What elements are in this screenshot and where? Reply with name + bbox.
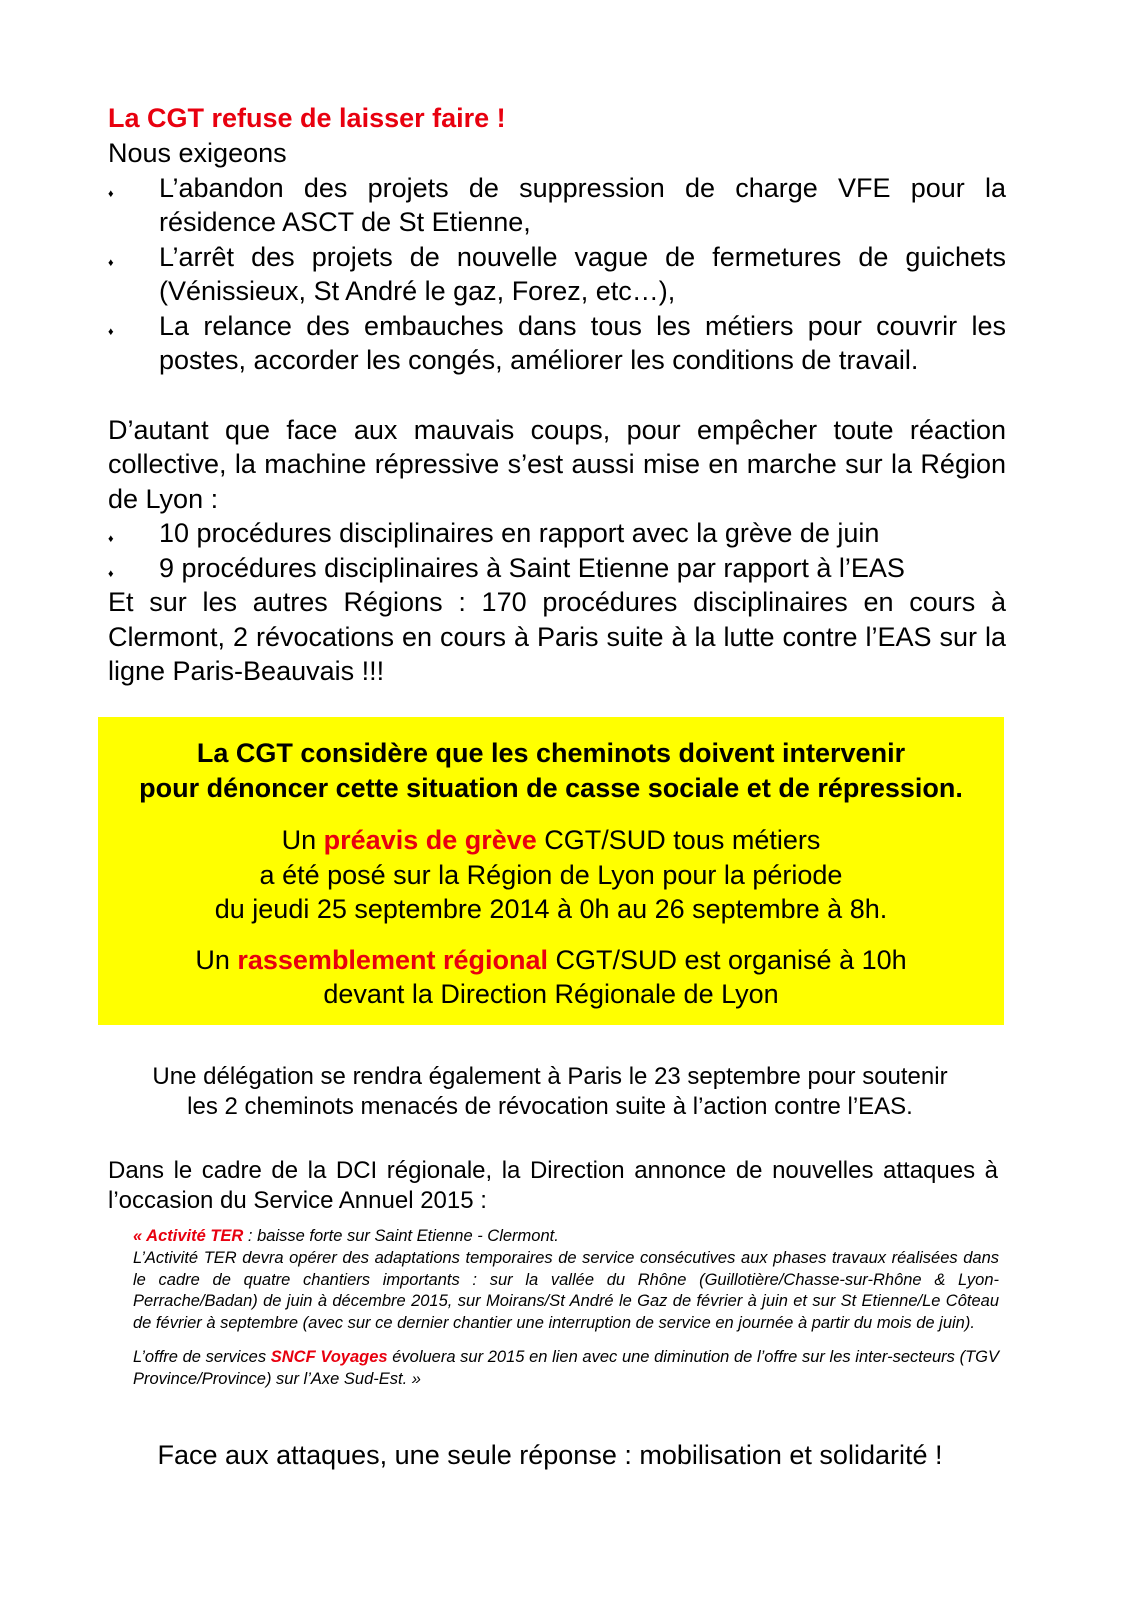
diamond-bullet-icon: ♦ xyxy=(108,187,114,200)
quote-ter-details: L’Activité TER devra opérer des adaptations temporaires de service consécutives aux phases travaux réalisées dans le cadre de quatre chantiers importants : sur la vallée du Rhône (Guillotière/Chasse-sur-Rhône & Lyon-Perrache/Badan) de juin à décembre 2015, sur Moirans/St André le Gaz de février à juin et sur St Etienne/Le Côteau de février à septembre (avec sur ce dernier chantier une interruption de service en journée à partir du mois de juin). xyxy=(133,1248,999,1333)
diamond-bullet-icon: ♦ xyxy=(108,325,114,338)
list-item xyxy=(108,551,1006,586)
sncf-voyages-label: SNCF Voyages xyxy=(270,1347,388,1366)
section-heading: La CGT refuse de laisser faire ! xyxy=(108,103,506,133)
strike-callout-box xyxy=(98,717,1004,1025)
direction-quote xyxy=(133,1226,999,1391)
callout-bold-line: pour dénoncer cette situation de casse sociale et de répression. xyxy=(139,773,963,803)
main-text-column xyxy=(108,100,1006,689)
list-item xyxy=(108,309,1006,378)
rally-line: devant la Direction Régionale de Lyon xyxy=(323,979,779,1009)
delegation-line: Une délégation se rendra également à Paris le 23 septembre pour soutenir xyxy=(152,1063,948,1090)
strike-notice-line: Un préavis de grève CGT/SUD tous métiers xyxy=(281,825,821,855)
list-item xyxy=(108,516,1006,551)
diamond-bullet-icon: ♦ xyxy=(108,256,114,269)
rally-highlight: rassemblement régional xyxy=(237,944,548,975)
procedure-text: 10 procédures disciplinaires en rapport avec la grève de juin xyxy=(159,518,880,548)
demand-text: L’arrêt des projets de nouvelle vague de fermetures de guichets (Vénissieux, St André le gaz, Forez, etc…), xyxy=(159,241,1006,306)
other-regions-paragraph: Et sur les autres Régions : 170 procédures disciplinaires en cours à Clermont, 2 révocations en cours à Paris suite à la lutte contre l’EAS sur la ligne Paris-Beauvais !!! xyxy=(108,587,1006,686)
strike-notice-line: a été posé sur la Région de Lyon pour la période xyxy=(259,859,843,890)
closing-slogan: Face aux attaques, une seule réponse : mobilisation et solidarité ! xyxy=(157,1440,943,1470)
quote-ter-heading: « Activité TER : baisse forte sur Saint Etienne - Clermont. xyxy=(133,1227,559,1245)
list-item xyxy=(108,240,1006,309)
demands-intro: Nous exigeons xyxy=(108,138,287,168)
diamond-bullet-icon: ♦ xyxy=(108,567,114,580)
demands-list xyxy=(108,171,1006,378)
repression-paragraph: D’autant que face aux mauvais coups, pour empêcher toute réaction collective, la machine répressive s’est aussi mise en marche sur la Région de Lyon : xyxy=(108,414,1006,514)
callout-bold-line: La CGT considère que les cheminots doivent intervenir xyxy=(196,738,906,768)
delegation-paragraph xyxy=(100,1062,1000,1122)
dci-paragraph: Dans le cadre de la DCI régionale, la Direction annonce de nouvelles attaques à l’occasion du Service Annuel 2015 : xyxy=(108,1157,998,1214)
list-item xyxy=(108,171,1006,240)
quote-offer-text: L’offre de services SNCF Voyages évoluera sur 2015 en lien avec une diminution de l’offre sur les inter-secteurs (TGV Province/Province) sur l’Axe Sud-Est. » xyxy=(133,1347,999,1388)
demand-text: L’abandon des projets de suppression de charge VFE pour la résidence ASCT de St Etienne, xyxy=(159,172,1006,237)
strike-notice-highlight: préavis de grève xyxy=(323,825,537,855)
ter-label: Activité TER xyxy=(146,1227,244,1245)
demand-text: La relance des embauches dans tous les métiers pour couvrir les postes, accorder les congés, améliorer les conditions de travail. xyxy=(159,310,1006,375)
diamond-bullet-icon: ♦ xyxy=(108,533,114,545)
procedures-list xyxy=(108,516,1006,585)
procedure-text: 9 procédures disciplinaires à Saint Etienne par rapport à l’EAS xyxy=(159,552,905,583)
rally-line: Un rassemblement régional CGT/SUD est organisé à 10h xyxy=(195,944,907,975)
strike-notice-line: du jeudi 25 septembre 2014 à 0h au 26 septembre à 8h. xyxy=(214,894,888,924)
delegation-line: les 2 cheminots menacés de révocation suite à l’action contre l’EAS. xyxy=(187,1093,913,1120)
